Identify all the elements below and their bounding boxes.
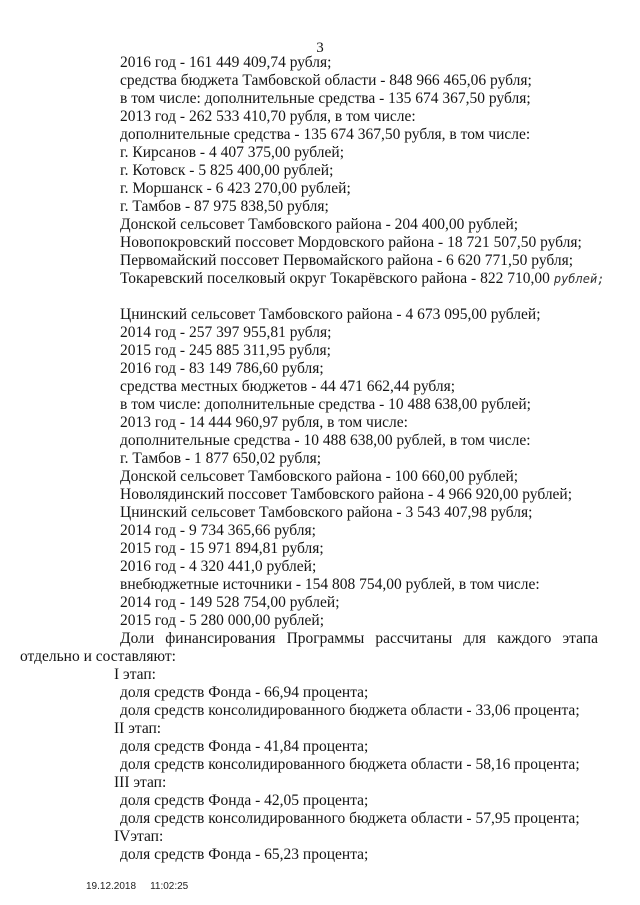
page-number: 3 xyxy=(316,40,324,56)
text-line: 2014 год - 9 734 365,66 рубля; xyxy=(120,522,316,539)
paragraph-word: Программы xyxy=(286,630,365,647)
stage-title: III этап: xyxy=(114,774,167,791)
text-line: дополнительные средства - 135 674 367,50 рубля, в том числе: xyxy=(120,126,531,143)
stage-fund-share: доля средств Фонда - 65,23 процента; xyxy=(120,846,369,863)
stage-budget-share: доля средств консолидированного бюджета области - 33,06 процента; xyxy=(120,702,580,719)
text-line: дополнительные средства - 10 488 638,00 рублей, в том числе: xyxy=(120,432,531,449)
text-line: 2013 год - 262 533 410,70 рубля, в том числе: xyxy=(120,108,416,125)
text-line: 2015 год - 15 971 894,81 рубля; xyxy=(120,540,324,557)
stage-fund-share: доля средств Фонда - 41,84 процента; xyxy=(120,738,369,755)
text-line: г. Котовск - 5 825 400,00 рублей; xyxy=(120,162,334,179)
text-line: 2016 год - 161 449 409,74 рубля; xyxy=(120,54,332,71)
text-line: Токаревский поселковый округ Токарёвского района - 822 710,00 xyxy=(120,270,550,287)
text-line: Первомайский поссовет Первомайского района - 6 620 771,50 рубля; xyxy=(120,252,574,269)
text-line: средства бюджета Тамбовской области - 848 966 465,06 рубля; xyxy=(120,72,532,89)
paragraph-continuation: отдельно и составляют: xyxy=(20,648,176,665)
print-timestamp xyxy=(86,881,188,892)
print-date: 19.12.2018 xyxy=(86,881,137,892)
text-line: 2014 год - 257 397 955,81 рубля; xyxy=(120,324,332,341)
text-line: г. Кирсанов - 4 407 375,00 рублей; xyxy=(120,144,345,161)
text-line: 2016 год - 83 149 786,60 рубля; xyxy=(120,360,324,377)
stage-fund-share: доля средств Фонда - 66,94 процента; xyxy=(120,684,369,701)
paragraph-word: рассчитаны xyxy=(375,630,453,647)
text-line: Цнинский сельсовет Тамбовского района - 4 673 095,00 рублей; xyxy=(120,306,541,323)
text-line-with-note xyxy=(120,270,620,288)
text-line: в том числе: дополнительные средства - 135 674 367,50 рубля; xyxy=(120,90,531,107)
text-line: Новопокровский поссовет Мордовского района - 18 721 507,50 рубля; xyxy=(120,234,582,251)
text-line: 2013 год - 14 444 960,97 рубля, в том числе: xyxy=(120,414,408,431)
paragraph-word: каждого xyxy=(497,630,552,647)
stage-budget-share: доля средств консолидированного бюджета области - 58,16 процента; xyxy=(120,756,580,773)
handwritten-note: рублей; xyxy=(553,272,605,286)
stage-budget-share: доля средств консолидированного бюджета области - 57,95 процента; xyxy=(120,810,580,827)
paragraph-word: финансирования xyxy=(165,630,276,647)
text-line: Новолядинский поссовет Тамбовского района - 4 966 920,00 рублей; xyxy=(120,486,573,503)
stage-fund-share: доля средств Фонда - 42,05 процента; xyxy=(120,792,369,809)
text-line: г. Моршанск - 6 423 270,00 рублей; xyxy=(120,180,351,197)
paragraph-word: Доли xyxy=(120,630,155,647)
text-line: Цнинский сельсовет Тамбовского района - 3 543 407,98 рубля; xyxy=(120,504,533,521)
text-line: Донской сельсовет Тамбовского района - 100 660,00 рублей; xyxy=(120,468,519,485)
text-line: в том числе: дополнительные средства - 10 488 638,00 рублей; xyxy=(120,396,531,413)
text-line: внебюджетные источники - 154 808 754,00 рублей, в том числе: xyxy=(120,576,540,593)
text-line: 2014 год - 149 528 754,00 рублей; xyxy=(120,594,340,611)
print-time: 11:02:25 xyxy=(150,881,189,892)
paragraph-word: для xyxy=(463,630,487,647)
stage-title: II этап: xyxy=(114,720,162,737)
text-line: г. Тамбов - 1 877 650,02 рубля; xyxy=(120,450,322,467)
text-line: 2015 год - 245 885 311,95 рубля; xyxy=(120,342,331,359)
text-line: 2015 год - 5 280 000,00 рублей; xyxy=(120,612,325,629)
paragraph-first-line xyxy=(120,630,598,648)
text-line: Донской сельсовет Тамбовского района - 204 400,00 рублей; xyxy=(120,216,519,233)
text-line: г. Тамбов - 87 975 838,50 рубля; xyxy=(120,198,329,215)
text-line: средства местных бюджетов - 44 471 662,44 рубля; xyxy=(120,378,456,395)
stage-title: I этап: xyxy=(114,666,156,683)
paragraph-word: этапа xyxy=(562,630,598,647)
stage-title: IVэтап: xyxy=(114,828,164,845)
document-body xyxy=(20,54,620,864)
text-line: 2016 год - 4 320 441,0 рублей; xyxy=(120,558,317,575)
